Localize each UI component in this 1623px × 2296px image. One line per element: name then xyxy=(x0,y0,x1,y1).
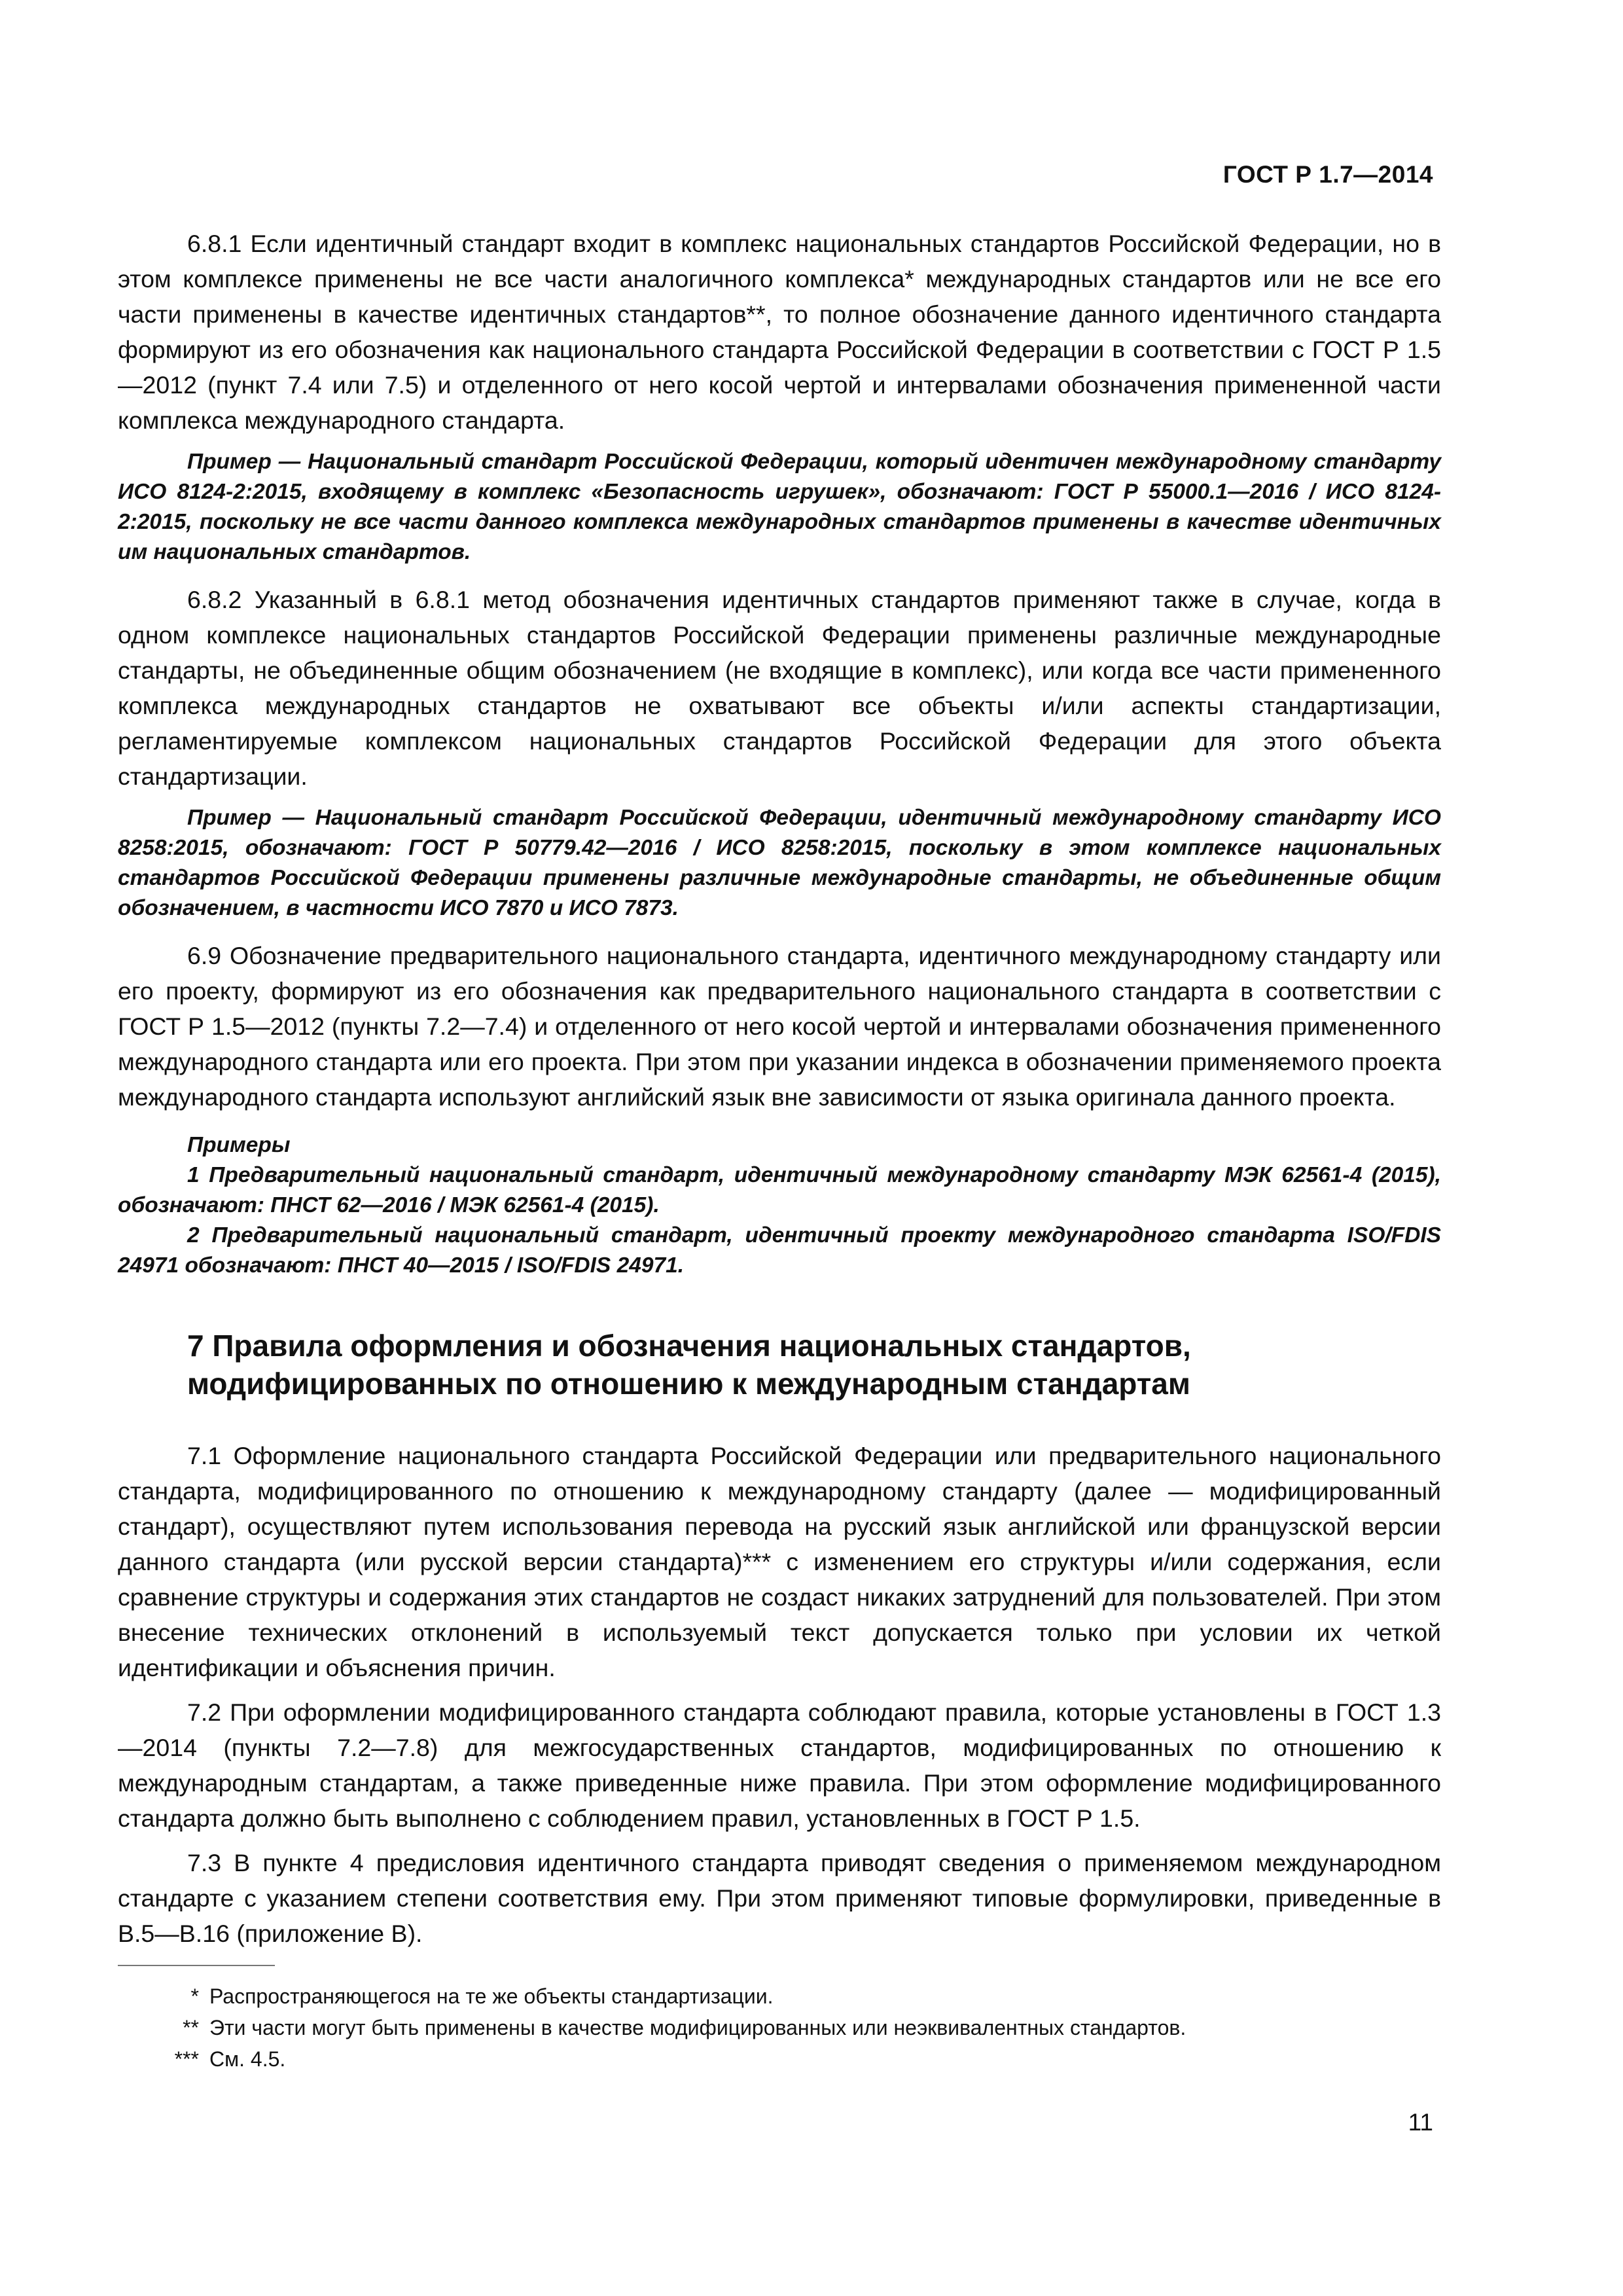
footnote-1-mark: * xyxy=(190,1984,199,2008)
paragraph-6-9: 6.9 Обозначение предварительного национального стандарта, идентичного международному стандарту или его проекту, формируют из его обозначения как предварительного национального стандарта в соответствии с ГОСТ Р 1.5—2012 (пункты 7.2—7.4) и отделенного от него косой чертой и интервалами обозначения примененного международного стандарта или его проекта. При этом при указании индекса в обозначении применяемого проекта международного стандарта используют английский язык вне зависимости от языка оригинала данного проекта. xyxy=(118,942,1441,1111)
footnote-separator xyxy=(118,1965,275,1966)
page-content xyxy=(118,226,1441,1960)
example-6-8-1: Пример — Национальный стандарт Российской Федерации, который идентичен международному стандарту ИСО 8124-2:2015, входящему в комплекс «Безопасность игрушек», обозначают: ГОСТ Р 55000.1—2016 / ИСО 8124-2:2015, поскольку не все части данного комплекса международных стандартов применены в качестве идентичных им национальных стандартов. xyxy=(118,450,1441,564)
example-6-8-2: Пример — Национальный стандарт Российской Федерации, идентичный международному стандарту ИСО 8258:2015, обозначают: ГОСТ Р 50779.42—2016 / ИСО 8258:2015, поскольку в этом комплексе национальных стандартов Российской Федерации применены различные международные стандарты, не объединенные общим обозначением, в частности ИСО 7870 и ИСО 7873. xyxy=(118,806,1441,920)
footnote-2 xyxy=(118,2012,1441,2043)
paragraph-6-8-1: 6.8.1 Если идентичный стандарт входит в комплекс национальных стандартов Российской Федерации, но в этом комплексе применены не все части аналогичного комплекса* международных стандартов или не все его части применены в качестве идентичных стандартов**, то полное обозначение данного идентичного стандарта формируют из его обозначения как национального стандарта Российской Федерации в соответствии с ГОСТ Р 1.5—2012 (пункт 7.4 или 7.5) и отделенного от него косой чертой и интервалами обозначения примененной части комплекса международного стандарта. xyxy=(118,230,1441,434)
page-number: 11 xyxy=(1408,2109,1433,2136)
paragraph-7-2: 7.2 При оформлении модифицированного стандарта соблюдают правила, которые установлены в ГОСТ 1.3—2014 (пункты 7.2—7.8) для межгосударственных стандартов, модифицированных по отношению к международным стандартам, а также приведенные ниже правила. При этом оформление модифицированного стандарта должно быть выполнено с соблюдением правил, установленных в ГОСТ Р 1.5. xyxy=(118,1698,1441,1832)
section-7-heading-line-2: модифицированных по отношению к международным стандартам xyxy=(187,1367,1190,1401)
section-7-heading xyxy=(118,1327,1441,1403)
example-item-2: 2 Предварительный национальный стандарт, идентичный проекту международного стандарта ISO/FDIS 24971 обозначают: ПНСТ 40—2015 / ISO/FDIS 24971. xyxy=(118,1223,1441,1278)
paragraph-7-3: 7.3 В пункте 4 предисловия идентичного стандарта приводят сведения о применяемом международном стандарте с указанием степени соответствия ему. При этом применяют типовые формулировки, приведенные в В.5—В.16 (приложение В). xyxy=(118,1849,1441,1947)
section-7-heading-line-1: 7 Правила оформления и обозначения национальных стандартов, xyxy=(187,1329,1191,1363)
footnote-3 xyxy=(118,2043,1441,2075)
footnote-1 xyxy=(118,1981,1441,2012)
footnotes xyxy=(118,1981,1441,2075)
examples-6-9 xyxy=(118,1130,1441,1281)
footnote-2-text: Эти части могут быть применены в качестве модифицированных или неэквивалентных стандартов. xyxy=(209,2016,1186,2039)
footnote-3-mark: *** xyxy=(174,2047,199,2071)
examples-title: Примеры xyxy=(187,1133,291,1157)
footnote-3-text: См. 4.5. xyxy=(209,2047,286,2071)
paragraph-7-1: 7.1 Оформление национального стандарта Российской Федерации или предварительного национального стандарта, модифицированного по отношению к международному стандарту (далее — модифицированный стандарт), осуществляют путем использования перевода на русский язык английской или французской версии данного стандарта (или русской версии стандарта)*** с изменением его структуры и/или содержания, если сравнение структуры и содержания этих стандартов не создаст никаких затруднений для пользователей. При этом внесение технических отклонений в используемый текст допускается только при условии их четкой идентификации и объяснения причин. xyxy=(118,1442,1441,1681)
example-item-1: 1 Предварительный национальный стандарт, идентичный международному стандарту МЭК 62561-4 (2015), обозначают: ПНСТ 62—2016 / МЭК 62561-4 (2015). xyxy=(118,1163,1441,1217)
paragraph-6-8-2: 6.8.2 Указанный в 6.8.1 метод обозначения идентичных стандартов применяют также в случае, когда в одном комплексе национальных стандартов Российской Федерации применены различные международные стандарты, не объединенные общим обозначением (не входящие в комплекс), или когда все части примененного комплекса международных стандартов не охватывают все объекты и/или аспекты стандартизации, регламентируемые комплексом национальных стандартов Российской Федерации для этого объекта стандартизации. xyxy=(118,586,1441,790)
footnote-2-mark: ** xyxy=(183,2016,199,2039)
footnote-1-text: Распространяющегося на те же объекты стандартизации. xyxy=(209,1984,774,2008)
document-code-header: ГОСТ Р 1.7—2014 xyxy=(1222,161,1433,188)
